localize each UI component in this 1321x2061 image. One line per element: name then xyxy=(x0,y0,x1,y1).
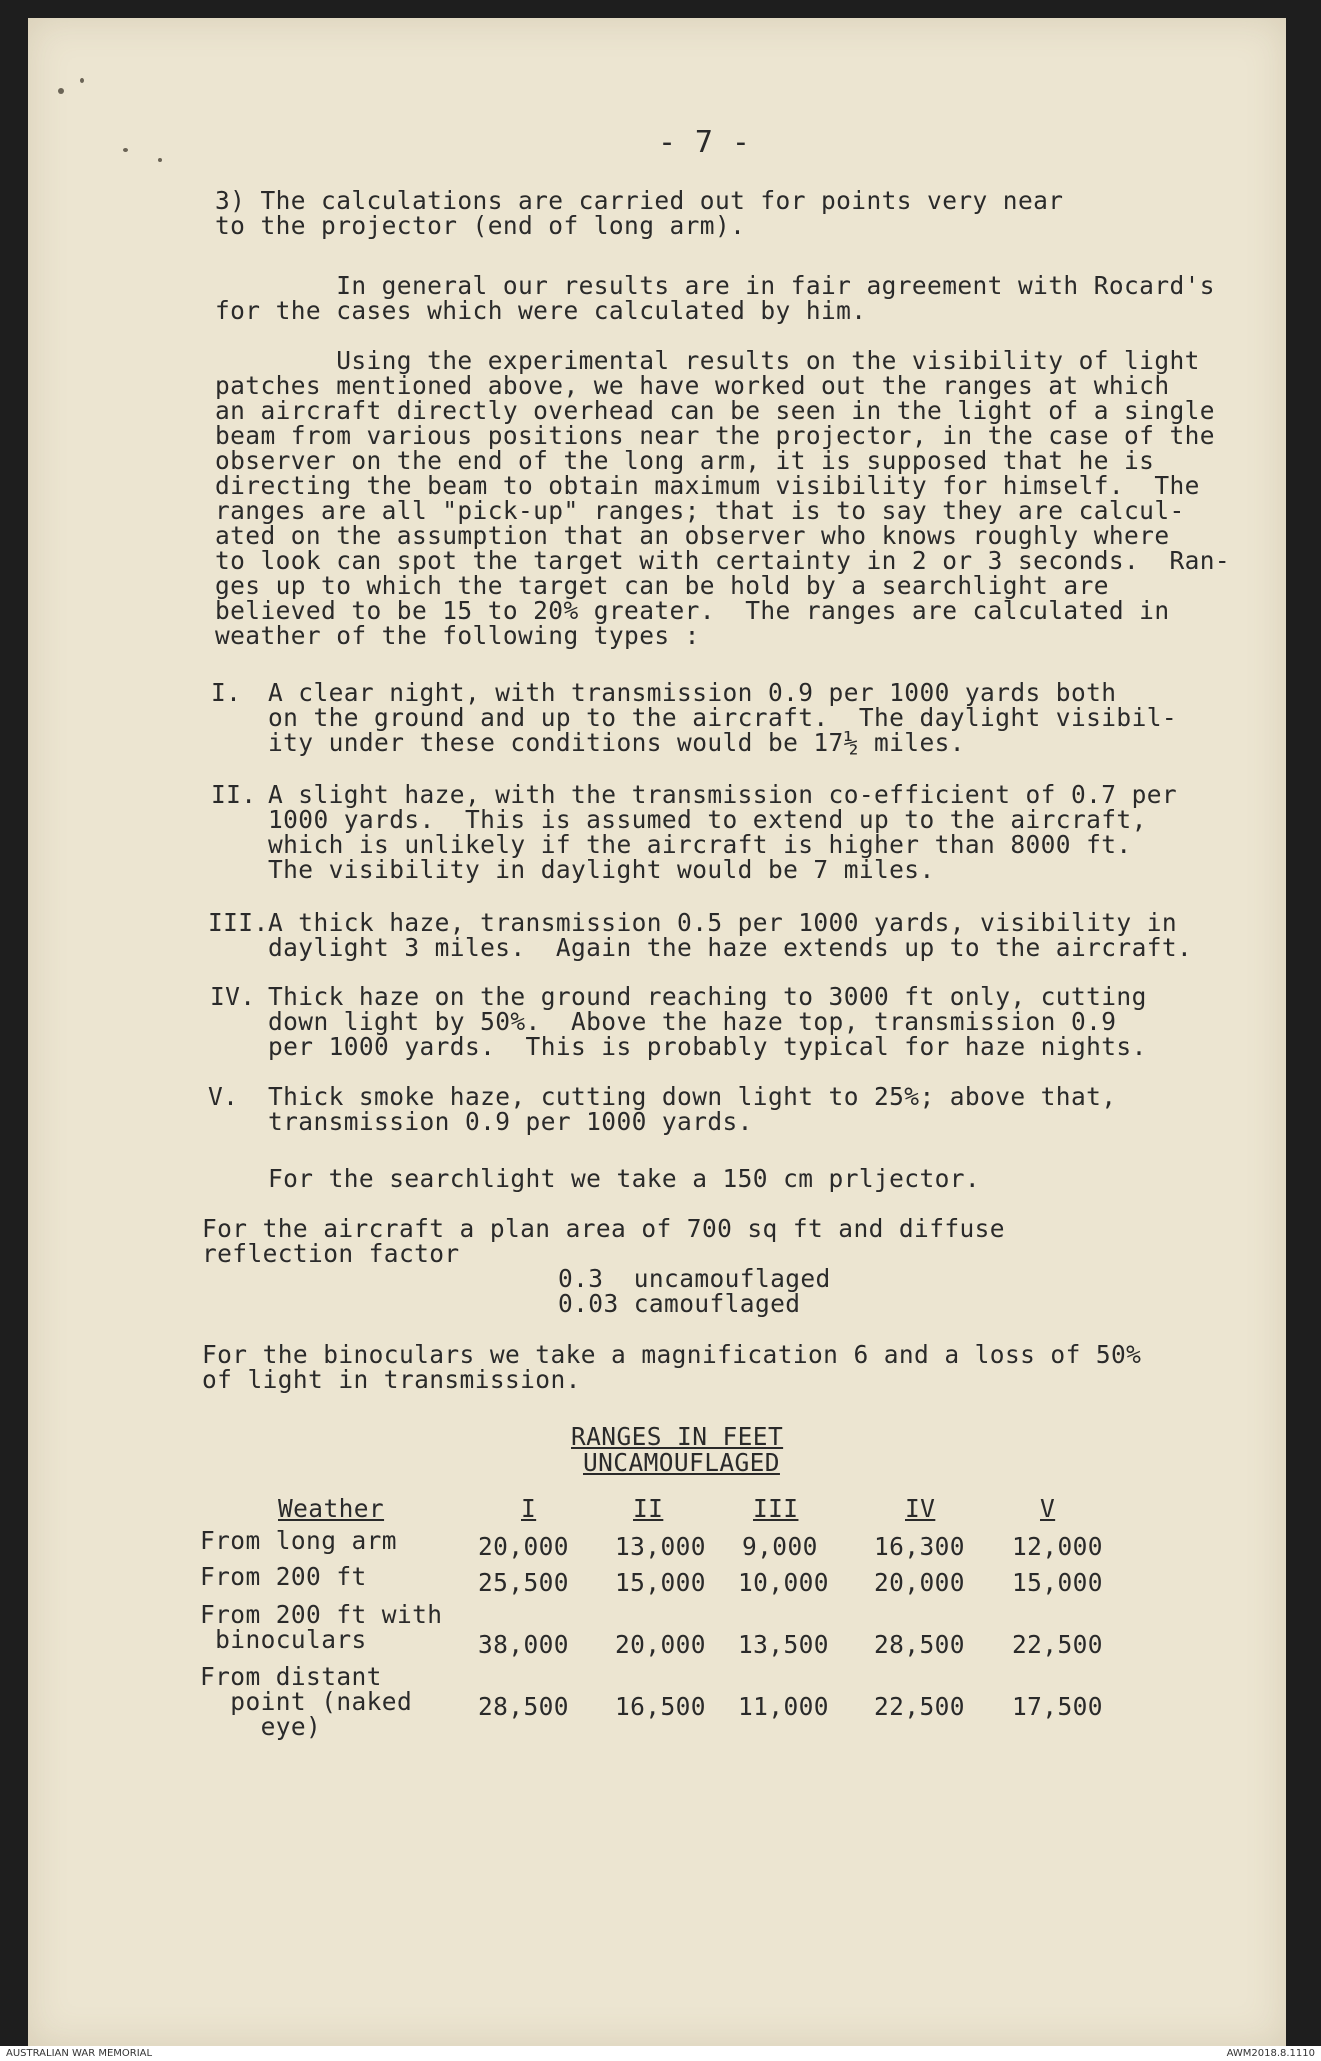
table-cell: 17,500 xyxy=(1012,1692,1103,1721)
binoculars-paragraph: For the binoculars we take a magnification 6 and a loss of 50% of light in transmission. xyxy=(202,1340,1142,1394)
paper-speck xyxy=(123,148,128,152)
table-row-label: From 200 ft with binoculars xyxy=(200,1600,443,1654)
table-cell: 28,500 xyxy=(874,1630,965,1659)
paper-speck xyxy=(80,78,84,83)
table-cell: 15,000 xyxy=(1012,1568,1103,1597)
table-cell: 11,000 xyxy=(738,1692,829,1721)
table-cell: 9,000 xyxy=(742,1532,818,1561)
table-cell: 22,500 xyxy=(874,1692,965,1721)
table-cell: 13,500 xyxy=(738,1630,829,1659)
page-number: - 7 - xyxy=(658,125,751,160)
table-header-v: V xyxy=(1040,1494,1056,1523)
archive-footer xyxy=(0,2046,1321,2061)
table-row-label: From distant point (naked eye) xyxy=(200,1662,413,1741)
weather-text-4: Thick haze on the ground reaching to 3000 ft only, cutting down light by 50%. Above the haze top, transmission 0.9 per 1000 yards. This is probably typical for haze nights. xyxy=(268,982,1147,1061)
table-cell: 20,000 xyxy=(874,1568,965,1597)
table-cell: 16,300 xyxy=(874,1532,965,1561)
table-cell: 12,000 xyxy=(1012,1532,1103,1561)
weather-text-5: Thick smoke haze, cutting down light to 25%; above that, transmission 0.9 per 1000 yards. xyxy=(268,1082,1117,1136)
footer-reference: AWM2018.8.1110 xyxy=(1226,2048,1315,2059)
table-row-label: From long arm xyxy=(200,1526,397,1555)
table-cell: 15,000 xyxy=(615,1568,706,1597)
weather-numeral-5: V. xyxy=(208,1082,239,1111)
paragraph-3: 3) The calculations are carried out for points very near to the projector (end of long arm). xyxy=(215,186,1064,240)
table-cell: 20,000 xyxy=(478,1532,569,1561)
table-cell: 25,500 xyxy=(478,1568,569,1597)
table-cell: 20,000 xyxy=(615,1630,706,1659)
weather-text-1: A clear night, with transmission 0.9 per 1000 yards both on the ground and up to the aircraft. The daylight visibil- ity under these conditions would be 17½ miles. xyxy=(268,678,1178,757)
weather-numeral-2: II. xyxy=(211,780,257,809)
table-header-iv: IV xyxy=(905,1494,936,1523)
footer-institution: AUSTRALIAN WAR MEMORIAL xyxy=(6,2048,153,2059)
table-cell: 10,000 xyxy=(738,1568,829,1597)
paragraph-general: In general our results are in fair agreement with Rocard's for the cases which were calculated by him. xyxy=(215,271,1215,325)
searchlight-line: For the searchlight we take a 150 cm prljector. xyxy=(268,1164,981,1193)
weather-numeral-4: IV. xyxy=(210,982,256,1011)
weather-text-3: A thick haze, transmission 0.5 per 1000 yards, visibility in daylight 3 miles. Again the haze extends up to the aircraft. xyxy=(268,908,1193,962)
weather-numeral-1: I. xyxy=(211,678,242,707)
table-header-weather: Weather xyxy=(278,1494,385,1523)
table-cell: 13,000 xyxy=(615,1532,706,1561)
table-header-ii: II xyxy=(633,1494,664,1523)
table-subtitle: UNCAMOUFLAGED xyxy=(583,1448,780,1477)
document-page xyxy=(28,18,1286,2046)
table-cell: 22,500 xyxy=(1012,1630,1103,1659)
weather-text-2: A slight haze, with the transmission co-efficient of 0.7 per 1000 yards. This is assumed to extend up to the aircraft, which is unlikely if the aircraft is higher than 8000 ft. The visibility in daylight would be 7 miles. xyxy=(268,780,1178,884)
table-header-i: I xyxy=(521,1494,537,1523)
table-cell: 38,000 xyxy=(478,1630,569,1659)
aircraft-paragraph: For the aircraft a plan area of 700 sq ft and diffuse reflection factor xyxy=(202,1214,1005,1268)
table-title: RANGES IN FEET xyxy=(571,1422,784,1451)
paper-speck xyxy=(158,158,162,162)
reflection-values: 0.3 uncamouflaged 0.03 camouflaged xyxy=(558,1264,831,1318)
table-cell: 16,500 xyxy=(615,1692,706,1721)
table-cell: 28,500 xyxy=(478,1692,569,1721)
weather-numeral-3: III. xyxy=(208,908,269,937)
paragraph-using: Using the experimental results on the visibility of light patches mentioned above, we have worked out the ranges at which an aircraft directly overhead can be seen in the light of a single beam from various positions near the projector, in the case of the observer on the end of the long arm, it is supposed that he is directing the beam to obtain maximum visibility for himself. The ranges are all "pick-up" ranges; that is to say they are calcul- ated on the assumption that an observer who knows roughly where to look can spot the target with certainty in 2 or 3 seconds. Ran- ges up to which the target can be hold by a searchlight are believed to be 15 to 20% greater. The ranges are calculated in weather of the following types : xyxy=(215,346,1231,650)
table-header-iii: III xyxy=(753,1494,799,1523)
paper-speck xyxy=(58,88,64,94)
table-row-label: From 200 ft xyxy=(200,1562,367,1591)
